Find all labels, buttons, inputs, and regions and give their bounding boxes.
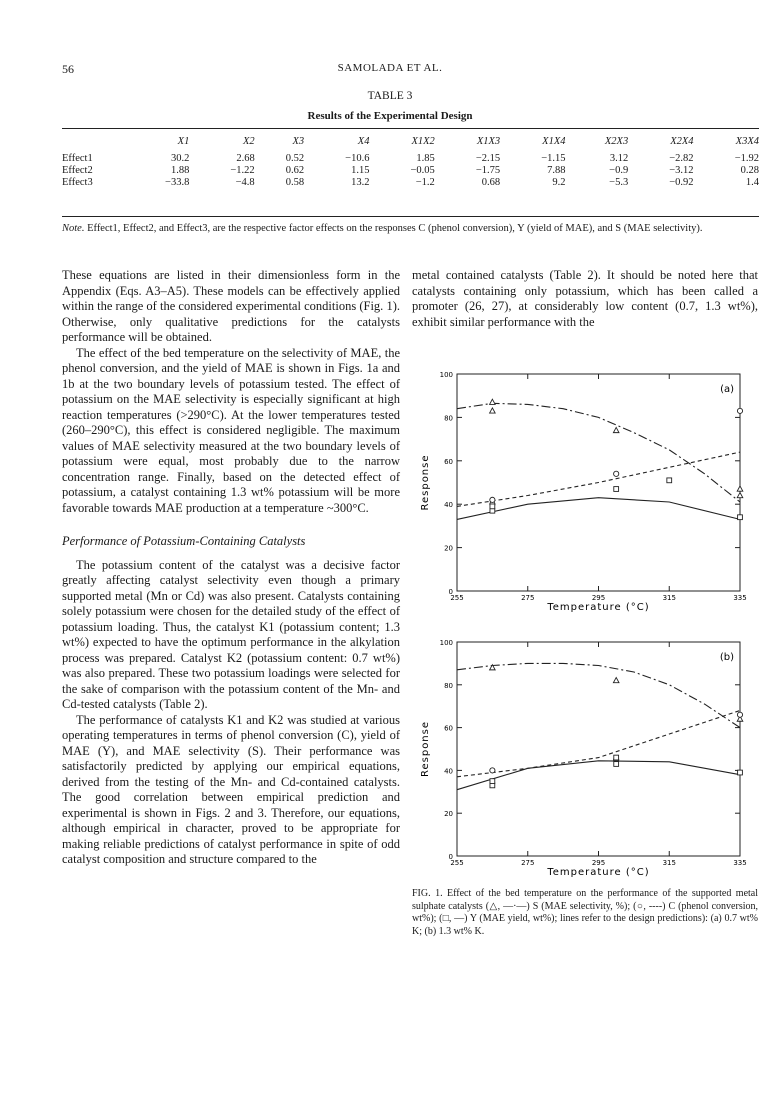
- table-row: [62, 177, 759, 189]
- data-point-square: [667, 478, 672, 483]
- column-header: X1X4: [542, 136, 566, 147]
- y-tick-label: 100: [439, 371, 453, 379]
- y-axis-label: Response: [420, 720, 431, 778]
- x-tick-label: 255: [450, 859, 464, 867]
- y-tick-label: 0: [448, 853, 453, 861]
- table-cell: −5.3: [609, 177, 629, 188]
- data-point-circle: [490, 768, 495, 773]
- table-cell: 13.2: [351, 177, 370, 188]
- table-cell: −2.82: [669, 153, 694, 164]
- table-cell: 2.68: [236, 153, 255, 164]
- page-number: 56: [62, 62, 74, 76]
- column-header: X2X3: [604, 136, 629, 147]
- paragraph: The performance of catalysts K1 and K2 was studied at various operating temperatures in terms of phenol conversion (C), yield of MAE (Y), and MAE selectivity (S). Their performance was satisfactorily predicted by applying our empirical equations, derived from the testing of the Mn- and Cd-contained catalysts. The good correlation between empirical prediction and experimental is shown in Figs. 2 and 3. Therefore, our equations, although empirical in character, proved to be appropriate for making reliable predictions of catalyst performance in spite of odd catalyst composition and structure compared to the: [62, 712, 400, 866]
- y-tick-label: 40: [444, 767, 453, 776]
- row-label: Effect1: [62, 153, 93, 164]
- y-tick-label: 100: [439, 639, 453, 647]
- table-row: [62, 165, 759, 177]
- table-cell: 1.15: [351, 165, 370, 176]
- table-cell: −2.15: [475, 153, 501, 164]
- table-cell: 0.68: [481, 177, 501, 188]
- data-point-triangle: [613, 427, 619, 432]
- series-line-circle: [457, 452, 740, 506]
- x-axis-label: Temperature (°C): [547, 867, 650, 878]
- data-point-square: [738, 770, 743, 775]
- column-header: X2: [243, 136, 255, 147]
- table-cell: 0.62: [285, 165, 305, 176]
- paragraph: The effect of the bed temperature on the selectivity of MAE, the phenol conversion, and the yield of MAE is shown in Figs. 1a and 1b at the two boundary levels of potassium tested. The effect of potassium on the MAE selectivity is especially significant at high reaction temperatures (>290°C). At the lower temperatures tested (260–290°C), this effect is considered negligible. The maximum values of MAE selectivity measured at the two boundary levels of potassium were equal, most probably due to the narrow concentration range. Finally, based on the detected effect of potassium, a catalyst containing 1.3 wt% potassium will be more favorable towards MAE production at a temperature ~300°C.: [62, 345, 400, 515]
- x-tick-label: 275: [521, 859, 535, 867]
- data-point-circle: [614, 471, 619, 476]
- x-axis-label: Temperature (°C): [547, 602, 650, 613]
- table-cell: −0.92: [669, 177, 694, 188]
- table-cell: −4.8: [235, 177, 255, 188]
- data-point-triangle: [490, 408, 496, 413]
- series-line-triangle: [457, 663, 740, 727]
- table-top-rule: [62, 128, 759, 129]
- row-label: Effect2: [62, 165, 93, 176]
- data-point-triangle: [737, 493, 743, 498]
- y-tick-label: 40: [444, 501, 453, 510]
- paragraph: These equations are listed in their dimensionless form in the Appendix (Eqs. A3–A5). These models can be effectively applied within the range of the considered experimental conditions (Fig. 1). Otherwise, only qualitative predictions for the catalysts performance will be obtained.: [62, 268, 400, 344]
- table-cell: −33.8: [165, 177, 190, 188]
- table-cell: 0.52: [285, 153, 305, 164]
- table-note: [62, 222, 759, 235]
- table-cell: −1.2: [415, 177, 435, 188]
- column-header: X4: [357, 136, 370, 147]
- x-tick-label: 275: [521, 594, 535, 602]
- y-tick-label: 80: [444, 681, 453, 690]
- plot-frame: [457, 642, 740, 856]
- table-subtitle: Results of the Experimental Design: [307, 110, 473, 122]
- column-header: X1: [177, 136, 190, 147]
- column-header: X3: [292, 136, 305, 147]
- series-line-square: [457, 761, 740, 790]
- x-tick-label: 335: [733, 859, 747, 867]
- panel-label: (b): [719, 652, 734, 663]
- y-tick-label: 60: [444, 724, 453, 733]
- table-cell: 1.88: [170, 165, 190, 176]
- chart-panel-a: [420, 371, 747, 613]
- column-header: X2X4: [670, 136, 694, 147]
- note-label: Note.: [62, 223, 85, 234]
- x-tick-label: 295: [591, 594, 606, 602]
- table-cell: −0.9: [609, 165, 629, 176]
- data-point-square: [614, 487, 619, 492]
- series-line-square: [457, 498, 740, 520]
- table-cell: 9.2: [552, 177, 566, 188]
- x-tick-label: 315: [662, 859, 676, 867]
- table-cell: −0.05: [410, 165, 435, 176]
- running-head: SAMOLADA ET AL.: [337, 62, 443, 74]
- y-tick-label: 80: [444, 414, 453, 423]
- column-header: [62, 132, 124, 153]
- figure-caption: FIG. 1. Effect of the bed temperature on the performance of the supported metal sulphate catalysts (△, —·—) S (MAE selectivity, %); (○, ----) C (phenol conversion, wt%); (□, —) Y (MAE yield, wt%); lines refer to the design predictions): (a) 0.7 wt% K; (b) 1.3 wt% K.: [412, 888, 758, 937]
- table-cell: 7.88: [547, 165, 566, 176]
- table-bottom-rule: [62, 216, 759, 217]
- table-row: [62, 153, 759, 165]
- x-tick-label: 335: [733, 594, 747, 602]
- figure-1: [412, 360, 758, 878]
- column-header: X1X2: [411, 136, 435, 147]
- table-cell: 1.85: [416, 153, 435, 164]
- data-point-circle: [490, 497, 495, 502]
- left-column: [62, 268, 400, 868]
- paragraph: metal contained catalysts (Table 2). It should be noted here that catalysts containing only potassium, which has been called a promoter (26, 27), at considerably low content (0.7, 1.3 wt%), exhibit similar performance with the: [412, 268, 758, 329]
- data-point-square: [490, 504, 495, 509]
- column-header: X1X3: [476, 136, 501, 147]
- series-line-triangle: [457, 403, 740, 502]
- table-cell: 0.58: [285, 177, 305, 188]
- table-header-row: [62, 132, 759, 153]
- table-cell: −10.6: [345, 153, 370, 164]
- data-point-triangle: [613, 678, 619, 683]
- column-header: X3X4: [735, 136, 759, 147]
- y-axis-label: Response: [420, 454, 431, 511]
- table-cell: 1.4: [745, 177, 759, 188]
- right-column: [412, 268, 758, 330]
- x-tick-label: 295: [591, 859, 606, 867]
- x-tick-label: 255: [450, 594, 464, 602]
- y-tick-label: 60: [444, 457, 453, 466]
- data-point-triangle: [490, 399, 496, 404]
- table-cell: 30.2: [170, 153, 190, 164]
- y-tick-label: 20: [444, 810, 453, 819]
- table-cell: −1.92: [734, 153, 759, 164]
- data-point-triangle: [737, 486, 743, 491]
- data-point-circle: [737, 712, 742, 717]
- table-cell: −1.15: [541, 153, 566, 164]
- data-point-square: [738, 515, 743, 520]
- table-cell: −3.12: [669, 165, 694, 176]
- note-text: Effect1, Effect2, and Effect3, are the respective factor effects on the responses C (phenol conversion), Y (yield of MAE), and S (MAE selectivity).: [87, 223, 703, 234]
- table-title: TABLE 3: [367, 90, 413, 102]
- data-point-square: [614, 762, 619, 767]
- table-cell: 3.12: [609, 153, 629, 164]
- table-cell: −1.75: [475, 165, 501, 176]
- x-tick-label: 315: [662, 594, 676, 602]
- results-table: [62, 132, 759, 189]
- row-label: Effect3: [62, 177, 93, 188]
- panel-label: (a): [720, 384, 734, 395]
- chart-panel-b: [420, 639, 747, 878]
- paragraph: The potassium content of the catalyst was a decisive factor greatly affecting catalyst selectivity even though a primary supported metal (Mn or Cd) was also present. Catalysts containing solely potassium were chosen for the detailed study of the effect of potassium loading. Thus, the catalyst K1 (potassium content; 1.3 wt%) expected to have the optimum performance in the alkylation process was prepared. Catalyst K2 (potassium content: 0.7 wt%) was also prepared. These two potassium loadings were selected for the sake of comparison with the potassium content of the Mn- and Cd-tested catalysts (Table 2).: [62, 557, 400, 711]
- table-cell: −1.22: [230, 165, 255, 176]
- y-tick-label: 0: [448, 588, 453, 596]
- data-point-square: [614, 755, 619, 760]
- data-point-circle: [737, 408, 742, 413]
- y-tick-label: 20: [444, 544, 453, 553]
- section-title: Performance of Potassium-Containing Catalysts: [62, 534, 306, 548]
- table-cell: 0.28: [740, 165, 759, 176]
- table-body: [62, 153, 759, 189]
- data-point-square: [490, 779, 495, 784]
